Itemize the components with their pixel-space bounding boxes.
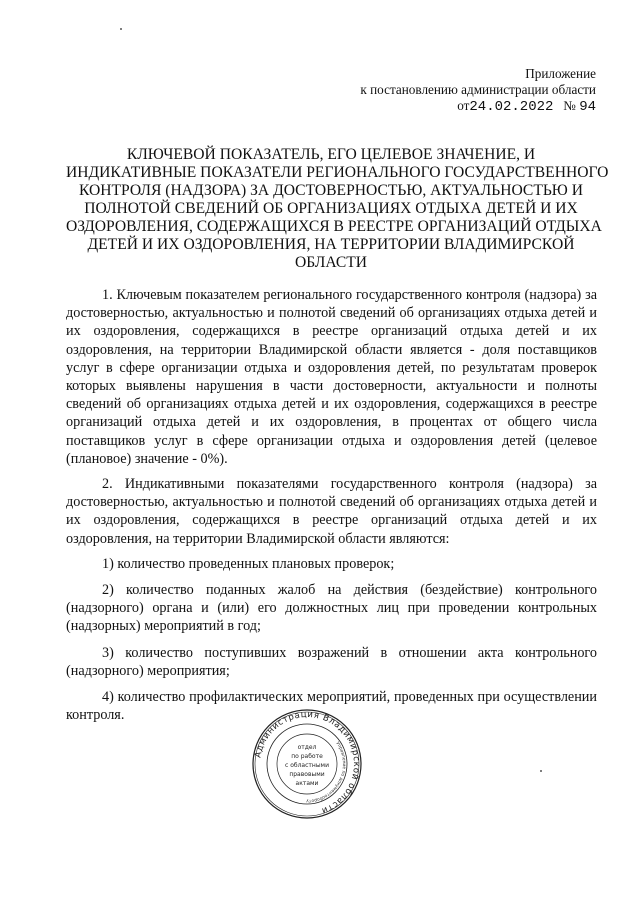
date-prefix: от [457,98,470,113]
scan-speck [540,770,542,772]
title-line: ОЗДОРОВЛЕНИЯ, СОДЕРЖАЩИХСЯ В РЕЕСТРЕ ОРГАНИЗАЦИЙ ОТДЫХА [66,218,602,235]
resolution-number: 94 [579,99,596,115]
scan-speck [120,28,122,30]
appendix-header [360,66,596,115]
paragraph-indicative-indicators: 2. Индикативными показателями государственного контроля (надзора) за достоверностью, актуальностью и полнотой сведений об организациях отдыха детей и их оздоровления, содержащихся в реестре организаций отдыха детей и их оздоровления, на территории Владимирской области являются: [66,476,597,547]
stamp-inner-line: с областными [285,762,329,769]
resolution-reference: к постановлению администрации области [360,82,596,97]
stamp-inner-line: отдел [297,744,317,751]
stamp-inner-line: по работе [291,753,323,760]
title-line: ОБЛАСТИ [294,254,368,271]
title-line: КОНТРОЛЯ (НАДЗОРА) ЗА ДОСТОВЕРНОСТЬЮ, АКТУАЛЬНОСТЬЮ И [78,182,583,199]
appendix-label: Приложение [525,66,596,81]
stamp-outer-text: Администрация Владимирской области [253,709,362,816]
list-item-preventive-measures: 4) количество профилактических мероприятий, проведенных при осуществлении контроля. [66,689,597,724]
list-item-planned-inspections: 1) количество проведенных плановых проверок; [102,555,395,572]
document-title [66,146,609,272]
document-body [66,286,597,732]
number-sign: № [563,98,576,113]
stamp-middle-text: Управление по документообороту [306,741,347,804]
title-line: ПОЛНОТОЙ СВЕДЕНИЙ ОБ ОРГАНИЗАЦИЯХ ОТДЫХА ДЕТЕЙ И ИХ [84,200,578,217]
title-line: ИНДИКАТИВНЫЕ ПОКАЗАТЕЛИ РЕГИОНАЛЬНОГО ГОСУДАРСТВЕННОГО [66,164,609,181]
paragraph-key-indicator: 1. Ключевым показателем регионального государственного контроля (надзора) за достоверностью, актуальностью и полнотой сведений об организациях отдыха детей и их оздоровления, содержащихся в реестре организаций отдыха детей и их оздоровления, на территории Владимирской области является - доля поставщиков услуг в сфере организации отдыха и оздоровления детей, по результатам проверок которых выявлены нарушения в части достоверности, актуальности и полноты сведений об организациях отдыха детей и их оздоровления, содержащихся в реестре организаций отдыха детей и их оздоровления, в процентах от общего числа поставщиков услуг в сфере организации отдыха и оздоровления детей (целевое (плановое) значение - 0%). [66,287,597,467]
stamp-inner-line: актами [295,780,319,787]
title-line: КЛЮЧЕВОЙ ПОКАЗАТЕЛЬ, ЕГО ЦЕЛЕВОЕ ЗНАЧЕНИЕ, И [126,146,536,163]
official-stamp [252,709,362,819]
list-item-complaints: 2) количество поданных жалоб на действия (бездействие) контрольного (надзорного) органа и (или) его должностных лиц при проведении контрольных (надзорных) мероприятий в год; [66,582,597,635]
title-line: ДЕТЕЙ И ИХ ОЗДОРОВЛЕНИЯ, НА ТЕРРИТОРИИ ВЛАДИМИРСКОЙ [87,236,575,253]
stamp-inner-line: правовыми [289,771,325,778]
resolution-date-line [360,98,596,115]
resolution-date: 24.02.2022 [469,99,554,115]
list-item-objections: 3) количество поступивших возражений в отношении акта контрольного (надзорного) мероприятия; [66,644,597,679]
